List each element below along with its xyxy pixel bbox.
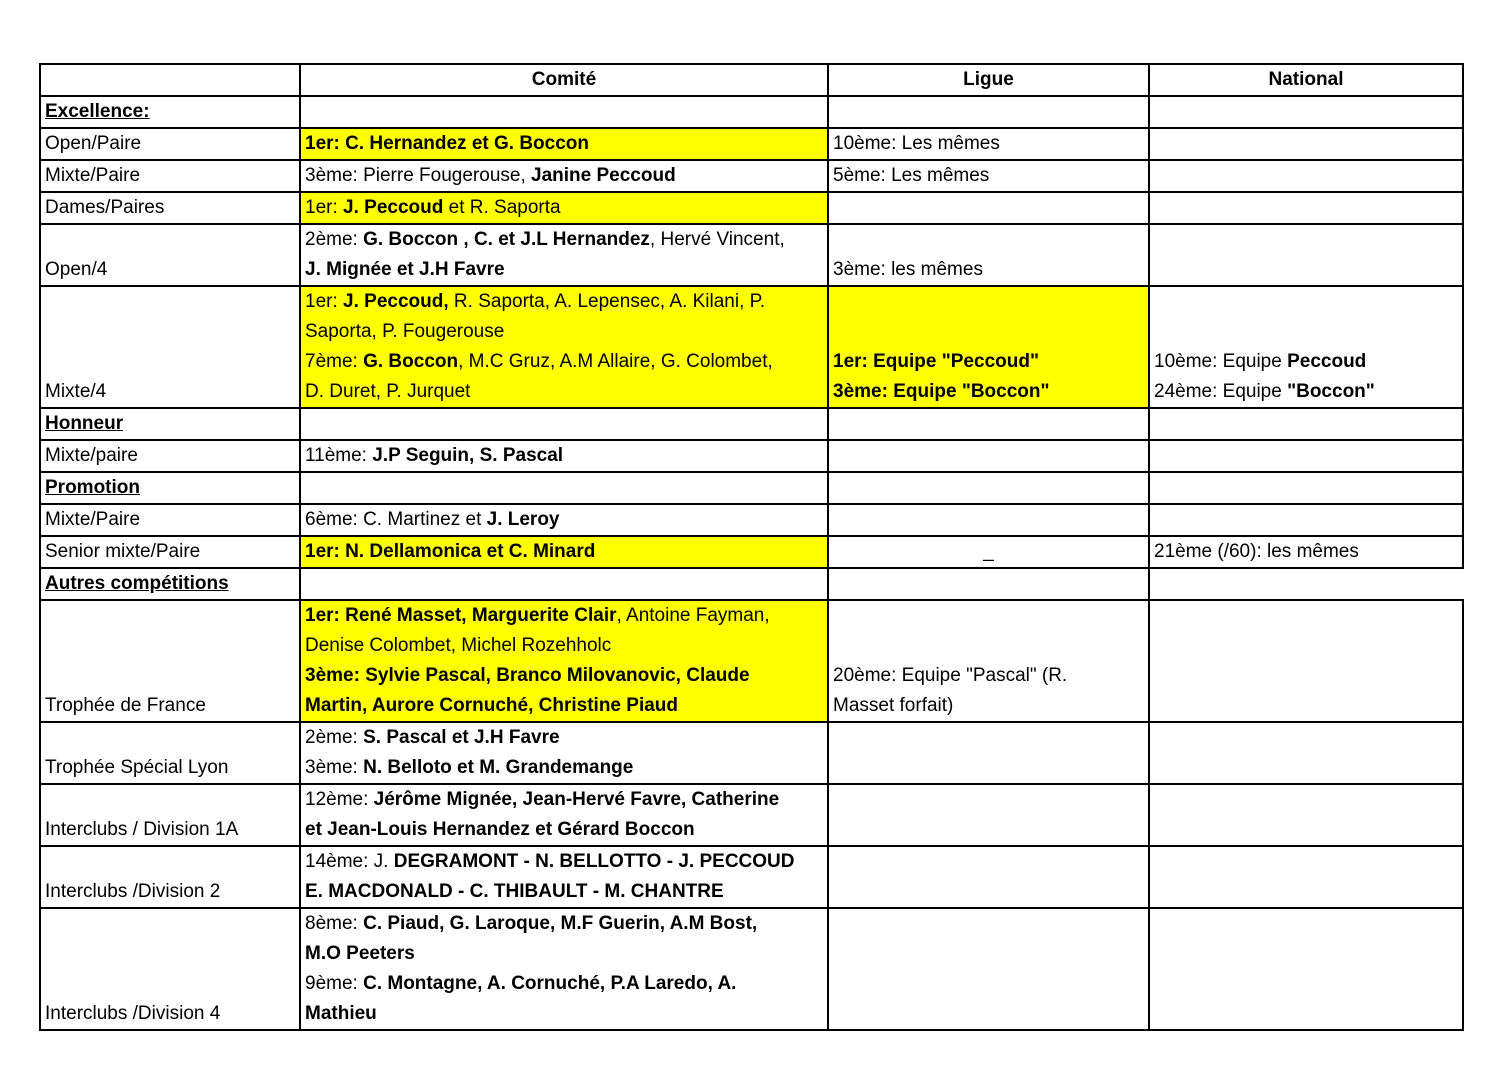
- cell-comite: [300, 784, 828, 846]
- cell-national: [1149, 224, 1463, 286]
- cell-line: [833, 377, 1144, 407]
- results-table: [39, 63, 1464, 1031]
- cell-national: [1149, 846, 1463, 908]
- table-row-honneur-mixte-paire: [40, 440, 1463, 472]
- bold-text: 3ème: Equipe "Boccon": [833, 381, 1050, 402]
- bold-text: Mathieu: [305, 1003, 377, 1024]
- cell-line: [305, 287, 823, 317]
- cell-comite: [300, 440, 828, 472]
- cell-ligue: [828, 536, 1149, 568]
- section-heading: Promotion: [40, 472, 300, 504]
- cell-national: [1149, 286, 1463, 408]
- text: Denise Colombet, Michel Rozehholc: [305, 635, 612, 656]
- cell-line: [305, 129, 823, 159]
- bold-text: "Boccon": [1287, 381, 1375, 402]
- bold-text: C. Montagne, A. Cornuché, P.A Laredo, A.: [363, 973, 737, 994]
- table-row-mixte-paire: [40, 160, 1463, 192]
- table-row-open-4: [40, 224, 1463, 286]
- cell-comite: [300, 192, 828, 224]
- table-row-mixte-4: [40, 286, 1463, 408]
- row-label: Mixte/paire: [40, 440, 300, 472]
- bold-text: E. MACDONALD - C. THIBAULT - M. CHANTRE: [305, 881, 724, 902]
- bold-text: J.P Seguin, S. Pascal: [372, 445, 564, 466]
- cell-line: [833, 347, 1144, 377]
- cell-line: [305, 847, 823, 877]
- cell-ligue: [828, 96, 1149, 128]
- bold-text: J. Peccoud: [343, 197, 444, 218]
- cell-ligue: [828, 128, 1149, 160]
- text: 5ème: Les mêmes: [833, 165, 990, 186]
- bold-text: J. Mignée et J.H Favre: [305, 259, 505, 280]
- bold-text: Peccoud: [1287, 351, 1367, 372]
- text: 6ème: C. Martinez et: [305, 509, 487, 530]
- table-row-promotion-mixte-paire: [40, 504, 1463, 536]
- table-row-interclubs-4: [40, 908, 1463, 1030]
- cell-line: [833, 255, 1144, 285]
- text: et R. Saporta: [443, 197, 561, 218]
- cell-national: [1149, 536, 1463, 568]
- header-cell-comite: Comité: [300, 64, 828, 96]
- cell-comite: [300, 908, 828, 1030]
- cell-comite: [300, 286, 828, 408]
- text: 10ème: Les mêmes: [833, 133, 1000, 154]
- text: 10ème: Equipe: [1154, 351, 1288, 372]
- cell-ligue: [828, 784, 1149, 846]
- cell-line: [305, 909, 823, 939]
- bold-text: G. Boccon , C. et J.L Hernandez: [363, 229, 650, 250]
- header-cell-category: [40, 64, 300, 96]
- cell-national: [1149, 192, 1463, 224]
- cell-line: [305, 753, 823, 783]
- section-heading: Autres compétitions: [40, 568, 300, 600]
- text: 1er:: [305, 291, 344, 312]
- text: 2ème:: [305, 727, 364, 748]
- cell-line: [833, 161, 1144, 191]
- cell-national: [1149, 408, 1463, 440]
- cell-line: [305, 317, 823, 347]
- text: , M.C Gruz, A.M Allaire, G. Colombet,: [458, 351, 773, 372]
- cell-line: [305, 785, 823, 815]
- cell-line: [305, 877, 823, 907]
- bold-text: Martin, Aurore Cornuché, Christine Piaud: [305, 695, 679, 716]
- cell-comite: [300, 224, 828, 286]
- cell-comite: [300, 722, 828, 784]
- text: _: [983, 541, 994, 562]
- row-label: Mixte/Paire: [40, 504, 300, 536]
- section-heading: Excellence:: [40, 96, 300, 128]
- text: 21ème (/60): les mêmes: [1154, 541, 1359, 562]
- cell-ligue: [828, 568, 1149, 600]
- cell-comite: [300, 536, 828, 568]
- cell-line: [833, 129, 1144, 159]
- table-row-trophee-france: [40, 600, 1463, 722]
- cell-comite: [300, 96, 828, 128]
- text: R. Saporta, A. Lepensec, A. Kilani, P.: [448, 291, 766, 312]
- bold-text: N. Belloto et M. Grandemange: [363, 757, 634, 778]
- bold-text: Janine Peccoud: [531, 165, 676, 186]
- cell-comite: [300, 504, 828, 536]
- row-label: Trophée Spécial Lyon: [40, 722, 300, 784]
- cell-line: [305, 505, 823, 535]
- cell-ligue: [828, 192, 1149, 224]
- cell-line: [305, 225, 823, 255]
- bold-text: Jérôme Mignée, Jean-Hervé Favre, Catherine: [373, 789, 780, 810]
- results-table-body: [40, 64, 1463, 1030]
- cell-line: [1154, 347, 1458, 377]
- row-label: Trophée de France: [40, 600, 300, 722]
- text: 9ème:: [305, 973, 364, 994]
- section-heading: Honneur: [40, 408, 300, 440]
- cell-line: [833, 537, 1144, 567]
- bold-text: 1er: C. Hernandez et G. Boccon: [305, 133, 590, 154]
- text: 7ème:: [305, 351, 364, 372]
- cell-comite: [300, 846, 828, 908]
- cell-line: [305, 939, 823, 969]
- cell-ligue: [828, 472, 1149, 504]
- cell-national: [1149, 472, 1463, 504]
- cell-ligue: [828, 160, 1149, 192]
- text: 24ème: Equipe: [1154, 381, 1288, 402]
- cell-line: [305, 255, 823, 285]
- cell-national: [1149, 908, 1463, 1030]
- cell-line: [305, 999, 823, 1029]
- text: D. Duret, P. Jurquet: [305, 381, 471, 402]
- row-label: Interclubs / Division 1A: [40, 784, 300, 846]
- header-cell-ligue: Ligue: [828, 64, 1149, 96]
- cell-line: [305, 377, 823, 407]
- table-row-trophee-lyon: [40, 722, 1463, 784]
- text: 3ème:: [305, 757, 364, 778]
- table-row-open-paire: [40, 128, 1463, 160]
- text: Masset forfait): [833, 695, 954, 716]
- section-row-excellence: [40, 96, 1463, 128]
- cell-ligue: [828, 408, 1149, 440]
- cell-line: [1154, 537, 1458, 567]
- cell-ligue: [828, 286, 1149, 408]
- cell-line: [305, 193, 823, 223]
- text: Saporta, P. Fougerouse: [305, 321, 505, 342]
- table-row-dames-paires: [40, 192, 1463, 224]
- cell-national: [1149, 722, 1463, 784]
- row-label: Open/4: [40, 224, 300, 286]
- row-label: Mixte/Paire: [40, 160, 300, 192]
- cell-ligue: [828, 504, 1149, 536]
- cell-ligue: [828, 600, 1149, 722]
- row-label: Interclubs /Division 2: [40, 846, 300, 908]
- text: 1er:: [305, 197, 344, 218]
- cell-national: [1149, 440, 1463, 472]
- cell-ligue: [828, 722, 1149, 784]
- cell-comite: [300, 128, 828, 160]
- cell-national: [1149, 568, 1463, 600]
- bold-text: 1er: Equipe "Peccoud": [833, 351, 1039, 372]
- cell-line: [305, 631, 823, 661]
- cell-comite: [300, 160, 828, 192]
- cell-ligue: [828, 440, 1149, 472]
- cell-national: [1149, 600, 1463, 722]
- cell-line: [305, 601, 823, 631]
- row-label: Senior mixte/Paire: [40, 536, 300, 568]
- section-row-promotion: [40, 472, 1463, 504]
- section-row-honneur: [40, 408, 1463, 440]
- cell-line: [305, 691, 823, 721]
- cell-national: [1149, 96, 1463, 128]
- cell-comite: [300, 408, 828, 440]
- cell-comite: [300, 472, 828, 504]
- text: , Antoine Fayman,: [616, 605, 770, 626]
- cell-line: [305, 161, 823, 191]
- text: 8ème:: [305, 913, 364, 934]
- cell-comite: [300, 600, 828, 722]
- bold-text: 1er: N. Dellamonica et C. Minard: [305, 541, 596, 562]
- cell-line: [833, 691, 1144, 721]
- cell-line: [305, 441, 823, 471]
- table-row-interclubs-1a: [40, 784, 1463, 846]
- cell-line: [305, 969, 823, 999]
- cell-line: [305, 537, 823, 567]
- cell-national: [1149, 504, 1463, 536]
- text: , Hervé Vincent,: [649, 229, 785, 250]
- cell-line: [305, 723, 823, 753]
- table-row-interclubs-2: [40, 846, 1463, 908]
- bold-text: J. Peccoud,: [343, 291, 449, 312]
- bold-text: S. Pascal et J.H Favre: [363, 727, 560, 748]
- table-row-senior-mixte-paire: [40, 536, 1463, 568]
- bold-text: 1er: René Masset, Marguerite Clair: [305, 605, 617, 626]
- text: 3ème: Pierre Fougerouse,: [305, 165, 532, 186]
- bold-text: M.O Peeters: [305, 943, 415, 964]
- text: 11ème:: [305, 445, 373, 466]
- cell-national: [1149, 784, 1463, 846]
- header-row: [40, 64, 1463, 96]
- bold-text: J. Leroy: [486, 509, 560, 530]
- cell-comite: [300, 568, 828, 600]
- cell-national: [1149, 128, 1463, 160]
- bold-text: 3ème: Sylvie Pascal, Branco Milovanovic, Claude: [305, 665, 750, 686]
- cell-line: [305, 661, 823, 691]
- cell-line: [305, 815, 823, 845]
- text: 3ème: les mêmes: [833, 259, 983, 280]
- text: 20ème: Equipe "Pascal" (R.: [833, 665, 1068, 686]
- text: 2ème:: [305, 229, 364, 250]
- cell-line: [833, 661, 1144, 691]
- cell-ligue: [828, 224, 1149, 286]
- cell-ligue: [828, 908, 1149, 1030]
- text: 14ème: J.: [305, 851, 394, 872]
- text: 12ème:: [305, 789, 374, 810]
- bold-text: G. Boccon: [363, 351, 459, 372]
- bold-text: C. Piaud, G. Laroque, M.F Guerin, A.M Bost,: [363, 913, 758, 934]
- row-label: Open/Paire: [40, 128, 300, 160]
- cell-national: [1149, 160, 1463, 192]
- row-label: Mixte/4: [40, 286, 300, 408]
- bold-text: et Jean-Louis Hernandez et Gérard Boccon: [305, 819, 695, 840]
- bold-text: DEGRAMONT - N. BELLOTTO - J. PECCOUD: [393, 851, 795, 872]
- cell-line: [1154, 377, 1458, 407]
- row-label: Interclubs /Division 4: [40, 908, 300, 1030]
- cell-line: [305, 347, 823, 377]
- section-row-autres: [40, 568, 1463, 600]
- row-label: Dames/Paires: [40, 192, 300, 224]
- cell-ligue: [828, 846, 1149, 908]
- header-cell-national: National: [1149, 64, 1463, 96]
